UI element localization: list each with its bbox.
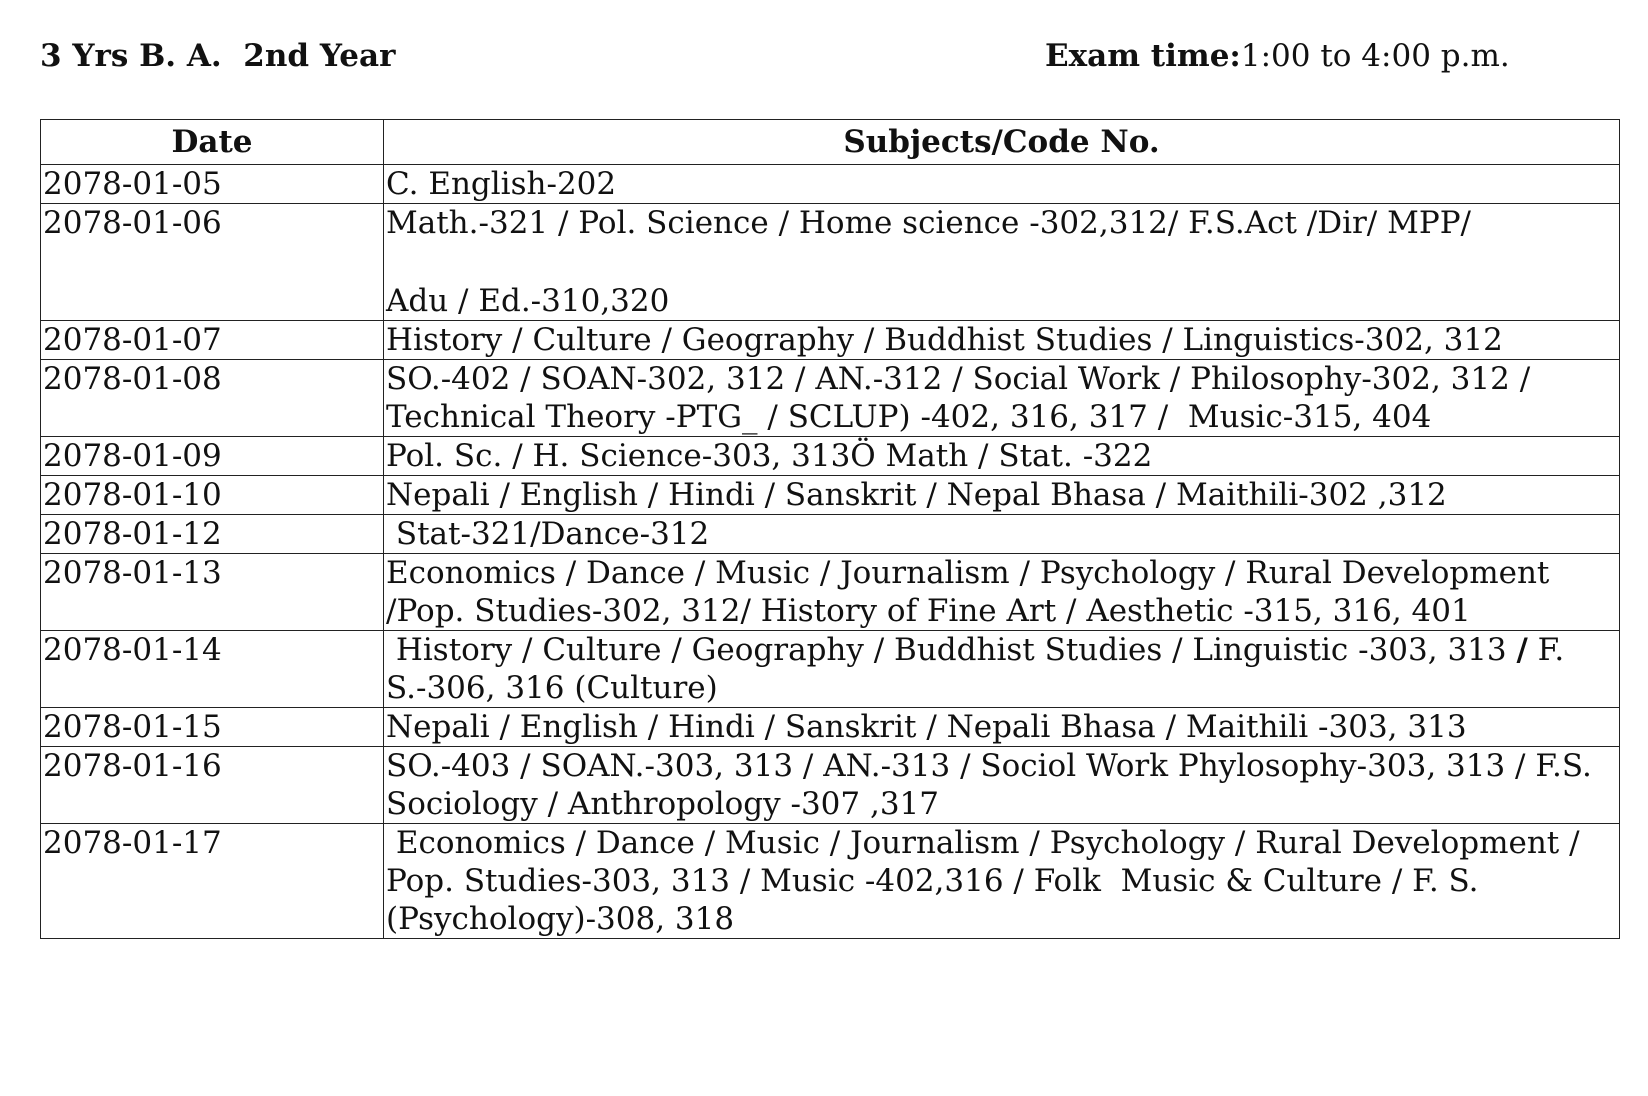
row-date: 2078-01-08	[41, 360, 384, 437]
exam-time	[1045, 38, 1510, 74]
row-date: 2078-01-10	[41, 476, 384, 515]
row-subjects-part1: History / Culture / Geography / Buddhist Studies / Linguistic -303, 313	[386, 632, 1517, 668]
row-subjects: Economics / Dance / Music / Journalism / Psychology / Rural Development / Pop. Studies-303, 313 / Music -402,316 / Folk Music & Culture / F. S. (Psychology)-308, 318	[384, 824, 1620, 939]
row-date: 2078-01-17	[41, 824, 384, 939]
exam-time-value: 1:00 to 4:00 p.m.	[1240, 38, 1510, 74]
program-title: 3 Yrs B. A. 2nd Year	[40, 38, 396, 74]
column-header-date: Date	[41, 120, 384, 165]
row-subjects: SO.-403 / SOAN.-303, 313 / AN.-313 / Sociol Work Phylosophy-303, 313 / F.S. Sociology / Anthropology -307 ,317	[384, 747, 1620, 824]
row-subjects-line2: Adu / Ed.-310,320	[386, 283, 670, 319]
table-row	[41, 554, 1620, 631]
table-row	[41, 321, 1620, 360]
exam-time-label: Exam time:	[1045, 38, 1241, 74]
row-subjects: History / Culture / Geography / Buddhist Studies / Linguistics-302, 312	[384, 321, 1620, 360]
row-subjects: Economics / Dance / Music / Journalism / Psychology / Rural Development /Pop. Studies-302, 312/ History of Fine Art / Aesthetic -315, 316, 401	[384, 554, 1620, 631]
row-subjects-slash: /	[1516, 632, 1528, 668]
table-row	[41, 708, 1620, 747]
row-subjects	[384, 204, 1620, 321]
column-header-subjects: Subjects/Code No.	[384, 120, 1620, 165]
row-subjects	[384, 631, 1620, 708]
row-date: 2078-01-16	[41, 747, 384, 824]
row-subjects: Nepali / English / Hindi / Sanskrit / Nepali Bhasa / Maithili -303, 313	[384, 708, 1620, 747]
row-date: 2078-01-09	[41, 437, 384, 476]
table-row	[41, 204, 1620, 321]
row-date: 2078-01-14	[41, 631, 384, 708]
row-subjects: Nepali / English / Hindi / Sanskrit / Nepal Bhasa / Maithili-302 ,312	[384, 476, 1620, 515]
row-date: 2078-01-07	[41, 321, 384, 360]
table-row	[41, 165, 1620, 204]
row-subjects: Pol. Sc. / H. Science-303, 313Ö Math / Stat. -322	[384, 437, 1620, 476]
row-subjects-part2: F. S.-306, 316 (Culture)	[386, 632, 1575, 706]
table-row	[41, 515, 1620, 554]
exam-schedule-table	[40, 119, 1620, 939]
table-row	[41, 360, 1620, 437]
row-subjects-line1: Math.-321 / Pol. Science / Home science -302,312/ F.S.Act /Dir/ MPP/	[386, 205, 1471, 241]
row-subjects: SO.-402 / SOAN-302, 312 / AN.-312 / Social Work / Philosophy-302, 312 / Technical Theory -PTG_ / SCLUP) -402, 316, 317 / Music-315, 404	[384, 360, 1620, 437]
row-date: 2078-01-12	[41, 515, 384, 554]
table-row	[41, 747, 1620, 824]
row-date: 2078-01-13	[41, 554, 384, 631]
row-subjects: C. English-202	[384, 165, 1620, 204]
page-header	[40, 38, 1540, 78]
table-row	[41, 631, 1620, 708]
table-row	[41, 476, 1620, 515]
row-subjects: Stat-321/Dance-312	[384, 515, 1620, 554]
row-date: 2078-01-15	[41, 708, 384, 747]
table-row	[41, 824, 1620, 939]
table-header-row	[41, 120, 1620, 165]
row-date: 2078-01-05	[41, 165, 384, 204]
row-date: 2078-01-06	[41, 204, 384, 321]
table-row	[41, 437, 1620, 476]
